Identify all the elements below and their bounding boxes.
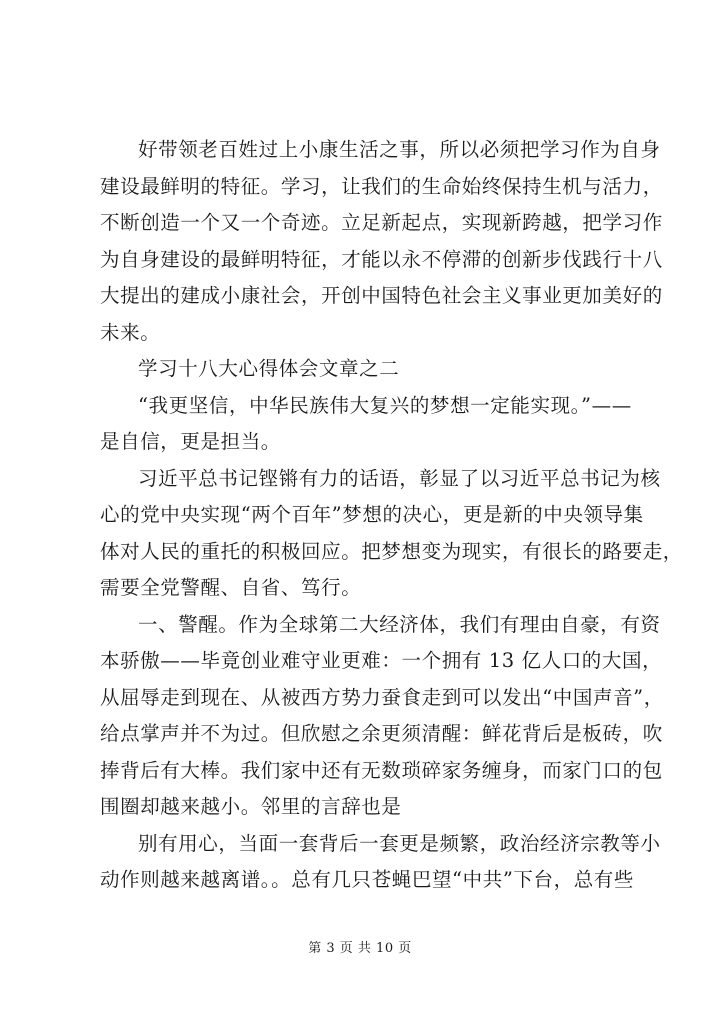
text-line: 习近平总书记铿锵有力的话语，彰显了以习近平总书记为核 — [138, 466, 661, 490]
text-line: 好带领老百姓过上小康生活之事，所以必须把学习作为自身 — [138, 138, 661, 161]
text-line: 为自身建设的最鲜明特征，才能以永不停滞的创新步伐践行十八 — [100, 247, 663, 271]
text-line: 动作则越来越离谱。。总有几只苍蝇巴望“中共”下台，总有些 — [100, 868, 634, 891]
page-footer — [0, 940, 720, 958]
text-line: 需要全党警醒、自省、笃行。 — [100, 576, 362, 599]
text-line: 大提出的建成小康社会，开创中国特色社会主义事业更加美好的 — [100, 284, 663, 307]
document-body — [100, 132, 683, 899]
text-line: 未来。 — [100, 320, 161, 344]
text-line: 一、警醒。作为全球第二大经济体，我们有理由自豪，有资 — [138, 612, 661, 636]
text-line: 捧背后有大棒。我们家中还有无数琐碎家务缠身，而家门口的包 — [100, 758, 663, 782]
text-line: 给点掌声并不为过。但欣慰之余更须清醒：鲜花背后是板砖，吹 — [100, 722, 663, 745]
text-line: 本骄傲——毕竟创业难守业更难：一个拥有 13 亿人口的大国， — [100, 649, 663, 672]
text-line: 不断创造一个又一个奇迹。立足新起点，实现新跨越，把学习作 — [100, 211, 663, 234]
text-line: 建设最鲜明的特征。学习，让我们的生命始终保持生机与活力， — [100, 174, 663, 198]
text-line: “我更坚信，中华民族伟大复兴的梦想一定能实现。”—— — [138, 393, 632, 417]
text-line: 是自信，更是担当。 — [100, 430, 281, 453]
section-heading: 学习十八大心得体会文章之二 — [138, 357, 400, 380]
text-line: 围圈却越来越小。邻里的言辞也是 — [100, 795, 402, 818]
text-line: 从屈辱走到现在、从被西方势力蚕食走到可以发出“中国声音”， — [100, 685, 664, 709]
text-line: 心的党中央实现“两个百年”梦想的决心，更是新的中央领导集 — [100, 503, 644, 526]
page-number: 第 3 页 共 10 页 — [308, 941, 412, 956]
text-line: 体对人民的重托的积极回应。把梦想变为现实，有很长的路要走， — [100, 539, 683, 563]
text-line: 别有用心，当面一套背后一套更是频繁，政治经济宗教等小 — [138, 831, 661, 855]
